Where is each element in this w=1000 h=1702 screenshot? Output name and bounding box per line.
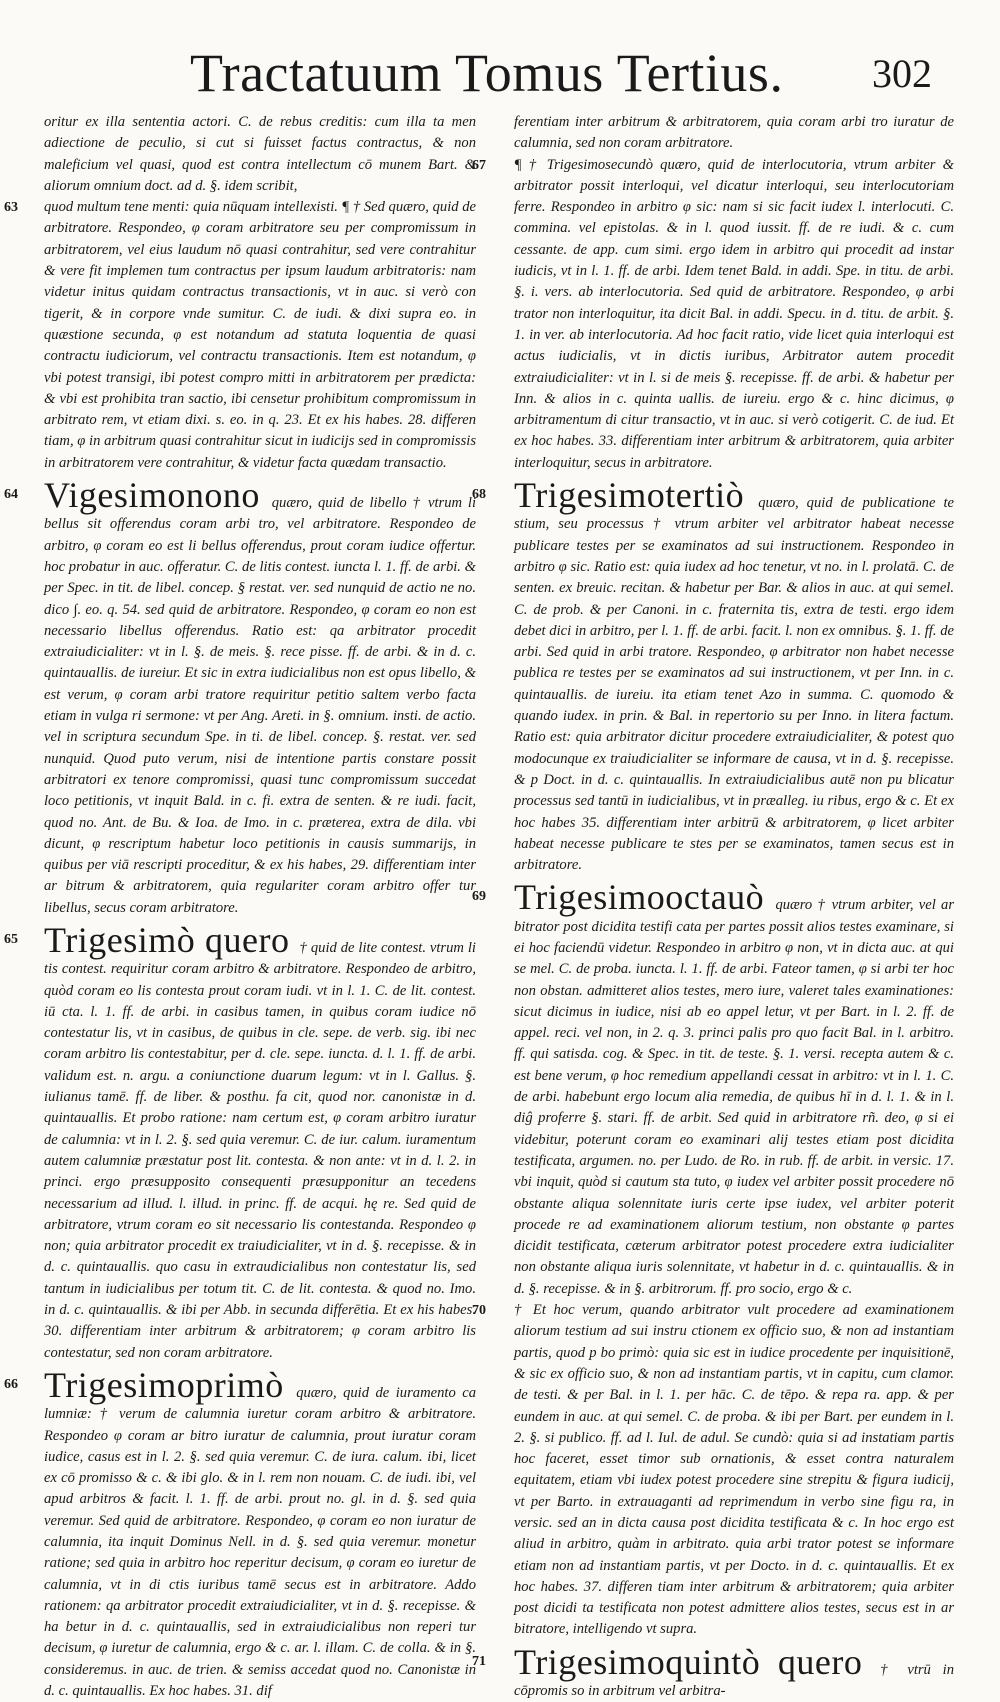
text-paragraph xyxy=(4,197,476,474)
section xyxy=(4,475,476,919)
running-title: Tractatuum Tomus Tertius. xyxy=(190,43,784,103)
margin-number: 67 xyxy=(472,157,486,173)
paragraph-text: ferentiam inter arbitrum & arbitratorem, quia coram arbi tro iuratur de calumnia, sed non coram arbitratore. xyxy=(514,114,954,152)
section xyxy=(472,1641,954,1702)
margin-number: 63 xyxy=(4,200,18,216)
section-heading: Trigesimoprimò xyxy=(44,1364,284,1405)
margin-number: 69 xyxy=(472,889,486,905)
section-heading: Trigesimooctauò xyxy=(514,877,765,918)
page-header xyxy=(0,22,1000,112)
margin-number: 66 xyxy=(4,1376,18,1392)
section xyxy=(4,919,476,1364)
page-number: 302 xyxy=(872,51,932,96)
paragraph-text: † quid de lite contest. vtrum li tis contest. requiritur coram arbitro & arbitratore. Respondeo de arbitro, quòd coram eo lis contesta prout coram iudi. vt in l. 1. C. de lit. contest. iū cta. l. 1. ff. de arbi. in casibus tamen, in quibus coram iudice nō contestatur lis, vt in casibus, de quibus in cle. sepe. de verb. sig. ibi nec coram arbitro lis contestabitur, per d. cle. sepe. iuncta. d. l. 1. ff. de arbi. validum est. n. argu. a coniunctione duarum legum: vt in l. Gallus. §. iulianus tamē. ff. de liber. & posthu. fa cit, quod nor. canonistæ in d. quintauallis. Et probo ratione: nam certum est, φ coram arbitro iuratur de calumnia: vt in l. 2. §. sed quia veremur. C. de iur. calum. iuramentum autem calumniæ præstatur post lit. contesta. & non ante: vt in d. l. 2. in princi. ergo præsupposito consequenti præsupponitur an tecedens necessarium ad illud. l. illud. in princ. ff. de acqui. hę re. Sed quid de arbitratore, vtrum coram eo sit necessario lis contestanda. Respondeo φ non; quia arbitrator procedit ex traiudicialiter, vt in d. §. recepisse. & in d. c. quintauallis. quo casu in extraudicialibus non contestatur lis, sed tantum in iudicialibus per totum tit. C. de lit. contesta. & quod no. Imo. in d. c. quintauallis. & ibi per Abb. in secunda differētia. Et ex his habes. 30. differentiam inter arbitrum & arbitratorem; φ coram arbitro lis contestatur, sed non coram arbitratore. xyxy=(44,939,476,1361)
margin-number: 65 xyxy=(4,931,18,947)
margin-number: 68 xyxy=(472,487,486,503)
text-paragraph xyxy=(472,1300,954,1641)
margin-number: 70 xyxy=(472,1303,486,1319)
paragraph-text: quæro, quid de iuramento ca lumniæ: † verum de calumnia iuretur coram arbitro & arbitratore. Respondeo φ coram ar bitro iuratur de calumnia, prout iuratur coram iudice, casus est in l. 2. §. sed quia veremur. C. de iura. calum. ibi, licet ex cō promisso & c. & ibi glo. & in l. rem non nouam. C. de iudi. ibi, vel apud arbitros & facit. l. 1. ff. de arbi. prout no. gl. in d. §. sed quia veremur. Sed quid de arbitratore. Respondeo, φ coram eo non iuratur de calumnia, ita inquit Dominus Nell. in d. §. sed quia veremur. monetur ratione; sed quia in arbitro hoc reperitur decisum, φ coram eo iuretur de calumnia, vt in di ctis iuribus tamē secus est in arbitratore. Addo rationem: qa arbitrator procedit extraiudicialiter, vt in d. §. recepisse. & ha betur in d. c. quintauallis, sed in extraiudicialibus non reperi tur decisum, φ iuretur de calumnia, ergo & c. ar. l. illam. C. de colla. & in §. consideremus. in auc. de trien. & semiss accedat quod no. Canonistæ in d. c. quintauallis. Ex hoc habes. 31. dif xyxy=(44,1384,476,1700)
paragraph-text: † vtrū in cōpromis so in arbitrum vel arbitra- xyxy=(514,1661,954,1700)
margin-number: 71 xyxy=(472,1653,486,1669)
paragraph-text: † Et hoc verum, quando arbitrator vult procedere ad examinationem aliorum testium ad sui instru ctionem ex officio suo, & non ad instantiam partis, quod p bo primò: quia sic est in iudice procedente per inquisitionē, & sic ex officio suo, & non ad instantiam partis, vt in capitu, cum clamor. de testi. & per Bal. in l. 1. per hāc. C. de tēpo. & repa ra. app. & per eundem in auc. at qui semel. C. de proba. & ibi per Bart. per eundem in l. 2. §. si publico. ff. ad l. Iul. de adul. Se cundò: quia si ad instatiam partis hoc faceret, esset timor sub ornationis, & esset contra naturalem equitatem, etiam vbi iudex potest procedere sine strepitu & figura iudicij, vt per Barto. in extrauaganti ad reprimendum in verbo sine figu ra, in versic. sed an in dicta causa post dicidita testificata & c. In hoc ergo est aliud in arbitro, quàm in arbitrato. quia arbi trator potest se informare etiam non ad instantiam partis, vt per Docto. in d. c. quintauallis. Et ex hoc habes. 37. differen tiam inter arbitrum & arbitratorem; quia arbiter post dicidi ta testificata non potest admittere alios testes, secus est in ar bitratore, intelligendo vt supra. xyxy=(514,1302,954,1638)
paragraph-text: quæro † vtrum arbiter, vel ar bitrator post dicidita testifi cata per partes possit alios testes examinare, si ei hoc faciendū videtur. Respondeo in arbitro φ non, vt in dicta auc. at qui se mel. C. de proba. iuncta. l. 1. ff. de arbi. Fateor tamen, φ si arbi ter hoc non obstan. admitteret alios testes, mero iure, valeret tales examinationes: sicut dicimus in iudice, nisi ab eo appel letur, vt per Bart. in l. 2. ff. de appel. reci. vel non, in 2. q. 3. princi palis pro quo facit Bal. in l. arbitro. ff. qui satisda. cog. & Spec. in tit. de teste. §. 1. versi. recepta autem & c. est bene verum, φ hoc remedium appellandi cessat in arbitro: vt in l. 1. C. de arbi. habebunt ergo locum alia remedia, de quibus hī in d. l. 1. & in l. diĝ proferre §. stari. ff. de arbit. Sed quid in arbitratore rñ. deo, φ si ei videbitur, poterunt coram eo examinari alij testes etiam post dicidita testificata, argumen. no. per Ludo. de Ro. in rub. ff. de arbit. in versic. 17. vbi inquit, quòd si cautum sta tuto, φ iudex vel arbiter possit procedere nō obstante aliqua solennitate iuris certe ipse iudex, vel arbiter poterit procede re ad examinationem aliorum testium, non obstante φ partes dicidit testificata, cæterum arbitrator potest procedere extra iudicialiter non obstante aliqua iuris solennitate, vt habetur in d. c. quintauallis. & in d. §. recepisse. & in §. arbitrorum. ff. pro socio, ergo & c. xyxy=(514,897,954,1297)
paragraph-text: quæro, quid de publicatione te stium, seu processus † vtrum arbiter vel arbitrator habeat necesse publicare testes per se examinatos ad sui instructionem. Respondeo in arbitro φ sic. Ratio est: quia iudex ad hoc tenetur, vt no. in l. prolatā. C. de senten. ex breuic. recitan. & habetur per Bar. & alios in auc. at qui semel. C. de prob. & per Canoni. in c. fraternita tis, extra de testi. ergo idem debet dici in arbitro, per l. 1. ff. de arbi. facit. l. non ex omnibus. §. 1. ff. de arbi. Sed quid in arbi tratore. Respondeo, φ arbitrator non habet necesse publica re testes per se examinatos ad sui instructionem, vt per Inn. in c. quintauallis. de iureiu. ita etiam tenet Azo in summa. C. quomodo & quando iudex. in prin. & Bal. in repertorio su per Inno. in litera factum. Ratio est: quia arbitrator dicitur procedere extraiudicialiter, & potest quo modocunque ex traiudicialiter se informare de causa, vt in d. §. recepisse. & p Doct. in d. c. quintauallis. In extraiudicialibus autē non pu blicatur processus sed tantū in iudicialibus, vt in præalleg. iu ribus, ergo & c. Et ex hoc habes 35. differentiam inter arbitrū & arbitratorem, φ licet arbiter habeat necesse publicare te stes per se examinatos, tamen secus est in arbitratore. xyxy=(514,495,954,874)
right-column xyxy=(472,112,954,1700)
margin-number: 64 xyxy=(4,487,18,503)
section xyxy=(472,877,954,1300)
text-paragraph xyxy=(472,155,954,474)
paragraph-text: quæro, quid de libello † vtrum li bellus sit offerendus coram arbi tro, vel arbitratore. Respondeo de arbitro, φ coram eo est li bellus offerendus, prout coram iudice offertur. hoc probatur in auc. offeratur. C. de litis contest. iuncta l. 1. ff. de arbi. & per Spec. in tit. de libel. concep. § restat. ver. sed nunquid de actio ne no. dico ∫. eo. q. 54. sed quid de arbitratore. Respondeo, φ coram eo non est necessario libellus offerendus. Ratio est: qa arbitrator procedit extraiudicialiter: vt in l. §. de meis. §. rece pisse. ff. de arbi. & in d. c. quintauallis. de iureiur. Et sic in extra iudicialibus non est opus libello, & est verum, φ coram arbi tratore requiritur petitio saltem verbo facta etiam in vulga ri sermone: vt per Ang. Areti. in §. omnium. insti. de actio. vel in scriptura secundum Spe. in ti. de libel. concep. §. restat. ver. sed nunquid. Quod puto verum, nisi de intentione partis constare possit arbitratori ex tenore compromissi, quasi tunc compromissum succedat loco petitionis, vt inquit Bald. in c. fi. extra de senten. & re iudi. facit, quod no. Ant. de Bu. & Ioa. de Imo. in c. præterea, extra de dila. vbi dicunt, φ rescriptum habetur loco petitionis in causis summarijs, in quibus per viā rescripti proceditur, & ex his habes, 29. differentiam inter ar bitrum & arbitratorem, quia regulariter coram arbitro offer tur libellus, secus coram arbitratore. xyxy=(44,495,476,916)
paragraph-text: ¶ † Trigesimosecundò quæro, quid de interlocutoria, vtrum arbiter & arbitrator possit interloqui, vel dicatur interloqui, seu interlocutoriam ferre. Respondeo in arbitro φ sic: nam si sic facit iudex l. interlocuti. C. commina. vel epistolas. & in l. quod iussit. ff. de re iudi. & c. cum cessante. de app. cum simi. ergo idem in arbitro qui procedit ad instar iudicis, vt in l. 1. ff. de arbi. Idem tenet Bald. in addi. Spe. in titu. de arbi. §. i. vers. ab interlocutoria. Sed quid de arbitratore. Respondeo, φ arbi trator non interloquitur, ita dicit Bal. in addi. Specu. in d. titu. de arbit. §. 1. in ver. ab interlocutoria. Ad hoc facit ratio, vide licet quia interloqui est actus iudicialis, vt in dictis iuribus, Arbitrator autem procedit extraiudicialiter: vt in l. si de meis §. recepisse. ff. de arbi. & habetur per Inn. & alios in c. quinta uallis. de iureiu. ergo & c. hinc dicimus, φ arbitramentum di citur transactio, vt in auc. si verò cotigerit. C. de iud. Et ex hoc habes. 33. differentiam inter arbitrum & arbitratorem, quia arbiter interloquitur, secus in arbitratore. xyxy=(514,156,954,471)
section-heading: Trigesimotertiò xyxy=(514,475,745,516)
section xyxy=(472,475,954,876)
section-heading: Vigesimonono xyxy=(44,475,260,516)
text-paragraph xyxy=(514,112,954,155)
section-heading: Trigesimò quero xyxy=(44,919,290,960)
paragraph-text: quod multum tene menti: quia nūquam intellexisti. ¶ † Sed quæro, quid de arbitratore. Respondeo, φ coram arbitratore seu per compromissum in arbitratorem, vel eius laudum nō quasi contrahitur, sed vere contrahitur & vere fit implemen tum contractus per ipsum laudum arbitratoris: nam videtur initus quidam contractus transactionis, vt in auc. si verò con tigerit, & in corpore vnde sumitur. C. de iudi. & dixi supra eo. in quæstione secunda, φ est notandum ad statuta loquentia de quasi contractu iudiciorum, vel contractu transactionis. Item est notandum, φ vbi potest transigi, ibi potest compro mitti in arbitratorem per prædicta: & vbi est prohibita tran sactio, ibi censetur prohibitum compromissum in arbitrato rem, vt etiam dixi. s. eo. in q. 23. Et ex his habes. 28. differen tiam, φ in arbitrum quasi contrahitur sicut in iudicijs sed in compromissis in arbitratorem vere contrahitur, & videtur facta quædam transactio. xyxy=(44,199,476,471)
left-column xyxy=(4,112,476,1700)
section xyxy=(4,1364,476,1702)
text-paragraph xyxy=(44,112,476,197)
paragraph-text: oritur ex illa sententia actori. C. de rebus creditis: cum illa ta men adiectione de peculio, si cut si fuisset factus contractus, & non maleficium vel quasi, quod est contra intellectum cō munem Bart. & aliorum omnium doct. ad d. §. idem scribit, xyxy=(44,114,476,194)
section-heading: Trigesimoquintò quero xyxy=(514,1641,863,1682)
